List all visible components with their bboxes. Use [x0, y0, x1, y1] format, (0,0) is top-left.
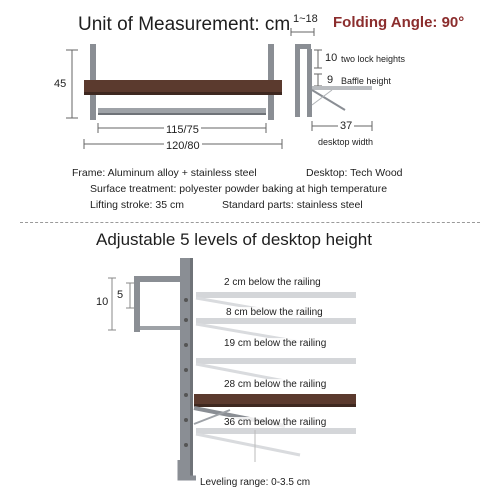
baffle-height-text: Baffle height [341, 76, 391, 86]
spec-surface: Surface treatment: polyester powder baking at high temperature [90, 183, 388, 195]
level-label-4: 28 cm below the railing [224, 379, 327, 390]
desktop-width-value: 37 [340, 120, 353, 132]
desktop-width-text: desktop width [318, 137, 374, 147]
lock-height-value: 10 [325, 52, 338, 64]
baffle-height-value: 9 [327, 74, 334, 86]
unit-of-measurement-title: Unit of Measurement: cm [78, 14, 291, 35]
spec-frame: Frame: Aluminum alloy + stainless steel [72, 167, 257, 179]
level-label-3: 19 cm below the railing [224, 338, 327, 349]
levels-dim-outer: 10 [96, 296, 109, 308]
leveling-range-label: Leveling range: 0-3.5 cm [200, 477, 311, 488]
thickness-dimension-label: 1~18 [293, 13, 318, 25]
levels-dim-inner: 5 [117, 289, 124, 301]
height-dimension-label: 45 [54, 78, 67, 90]
lock-height-text: two lock heights [341, 54, 406, 64]
spec-desktop: Desktop: Tech Wood [306, 167, 403, 179]
folding-angle-label: Folding Angle: 90° [333, 14, 465, 31]
spec-stroke: Lifting stroke: 35 cm [90, 199, 184, 211]
spec-standard: Standard parts: stainless steel [222, 199, 363, 211]
levels-section-title: Adjustable 5 levels of desktop height [96, 230, 372, 249]
outer-width-label: 120/80 [166, 140, 200, 152]
level-label-1: 2 cm below the railing [224, 277, 321, 288]
level-label-5: 36 cm below the railing [224, 417, 327, 428]
inner-width-label: 115/75 [166, 124, 199, 136]
level-label-2: 8 cm below the railing [226, 307, 323, 318]
